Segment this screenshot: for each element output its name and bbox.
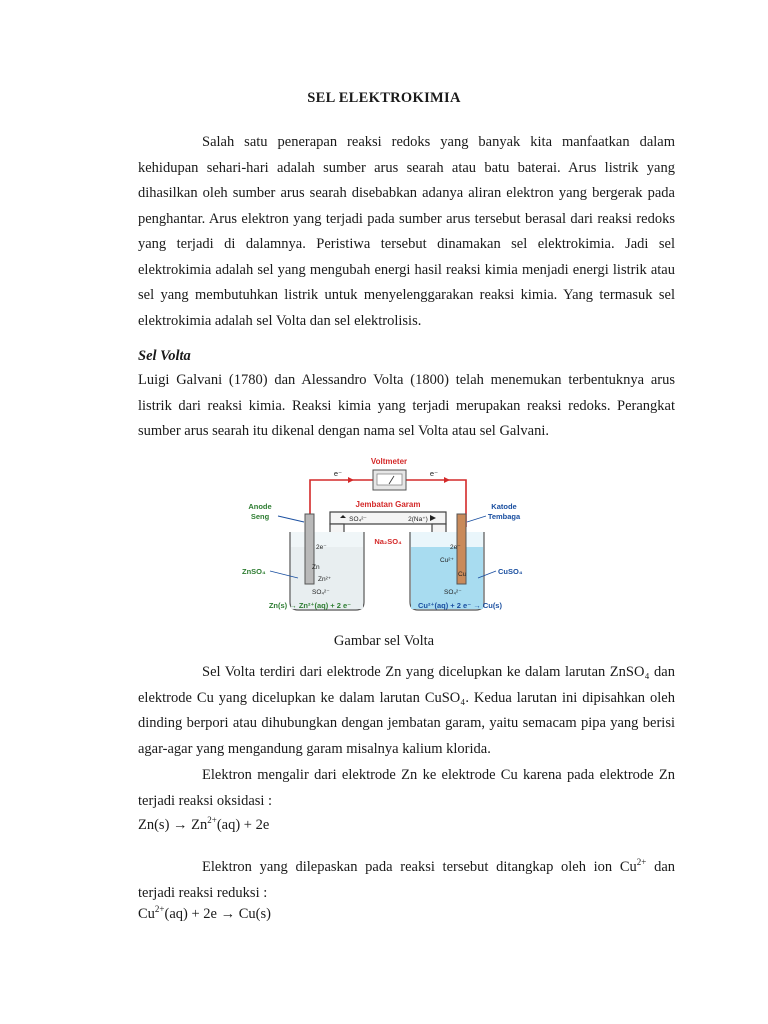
anode-label-2: Seng <box>250 512 270 521</box>
paragraph-4: Elektron mengalir dari elektrode Zn ke elektrode Cu karena pada elektrode Zn terjadi reaksi oksidasi : <box>138 767 675 809</box>
eq1-left: Zn(s) → Zn <box>138 817 208 833</box>
page-title: SEL ELEKTROKIMIA <box>307 90 461 106</box>
bridge-salt-label: Na₂SO₄ <box>374 537 402 546</box>
left-ion-2: Zn²⁺ <box>318 576 332 583</box>
right-ion-2: Cu <box>458 571 467 578</box>
salt-bridge-label: Jembatan Garam <box>355 500 421 509</box>
left-ion-3: SO₄²⁻ <box>312 589 330 596</box>
volta-cell-diagram <box>238 452 538 622</box>
intro-paragraph: Salah satu penerapan reaksi redoks yang banyak kita manfaatkan dalam kehidupan sehari-hari adalah sumber arus searah atau batu baterai. Arus listrik yang dihasilkan oleh sumber arus searah disebabkan adanya aliran elektron yang bergerak pada penghantar. Arus elektron yang terjadi pada sumber arus tersebut berasal dari reaksi redoks yang terjadi di dalamnya. Peristiwa tersebut dinamakan sel elektrokimia. Jadi sel elektrokimia adalah sel yang mengubah energi hasil reaksi kimia menjadi energi listrik atau sel yang membutuhkan listrik untuk menyelenggarakan reaksi kimia. Yang termasuk sel elektrokimia adalah sel Volta dan sel elektrolisis. <box>138 134 675 329</box>
right-ion-1: Cu²⁺ <box>440 557 454 564</box>
left-reaction: Zn(s) → Zn²⁺(aq) + 2 e⁻ <box>268 601 352 610</box>
zinc-electrode <box>305 514 314 584</box>
right-solution-label: CuSO₄ <box>498 567 523 576</box>
p5-after: dan terjadi reaksi reduksi : <box>138 859 675 901</box>
voltmeter-label: Voltmeter <box>370 457 408 466</box>
right-reaction: Cu²⁺(aq) + 2 e⁻ → Cu(s) <box>418 601 502 610</box>
paragraph-5 <box>138 855 675 906</box>
reduction-equation <box>138 906 271 923</box>
eq2-left: Cu <box>138 906 155 922</box>
salt-bridge-top <box>330 512 446 524</box>
right-ion-0: 2e⁻ <box>450 544 461 551</box>
bridge-cation-label: 2(Na⁺) <box>408 516 428 523</box>
left-ion-1: Zn <box>312 564 320 571</box>
right-ion-3: SO₄²⁻ <box>444 589 462 596</box>
section-heading: Sel Volta <box>138 348 191 364</box>
anode-label-1: Anode <box>248 502 272 511</box>
left-ion-0: 2e⁻ <box>316 544 327 551</box>
p5-before: Elektron yang dilepaskan pada reaksi tersebut ditangkap oleh ion Cu <box>202 859 637 875</box>
cathode-label-2: Tembaga <box>487 512 521 521</box>
bridge-anion-label: SO₄²⁻ <box>349 516 367 523</box>
p5-superscript: 2+ <box>636 857 647 867</box>
cathode-label-1: Katode <box>491 502 517 511</box>
eq1-superscript: 2+ <box>207 815 217 825</box>
electron-right-label: e⁻ <box>429 469 439 478</box>
oxidation-equation <box>138 817 269 834</box>
electron-left-label: e⁻ <box>333 469 343 478</box>
eq1-right: (aq) + 2e <box>216 817 270 833</box>
figure-caption: Gambar sel Volta <box>333 633 435 649</box>
paragraph-3: Sel Volta terdiri dari elektrode Zn yang dicelupkan ke dalam larutan ZnSO₄ dan elektrode Cu yang dicelupkan ke dalam larutan CuSO₄. Kedua larutan ini dipisahkan oleh dinding berpori atau dihubungkan dengan jembatan garam, yaitu semacam pipa yang berisi agar-agar yang mengandung garam misalnya kalium klorida. <box>138 664 675 757</box>
volta-paragraph: Luigi Galvani (1780) dan Alessandro Volta (1800) telah menemukan terbentuknya arus listrik dari reaksi kimia. Reaksi kimia yang terjadi merupakan reaksi redoks. Perangkat sumber arus searah itu dikenal dengan nama sel Volta atau sel Galvani. <box>138 372 675 439</box>
eq2-superscript: 2+ <box>154 904 165 914</box>
eq2-right: (aq) + 2e → Cu(s) <box>164 906 271 922</box>
left-solution-label: ZnSO₄ <box>242 567 266 576</box>
